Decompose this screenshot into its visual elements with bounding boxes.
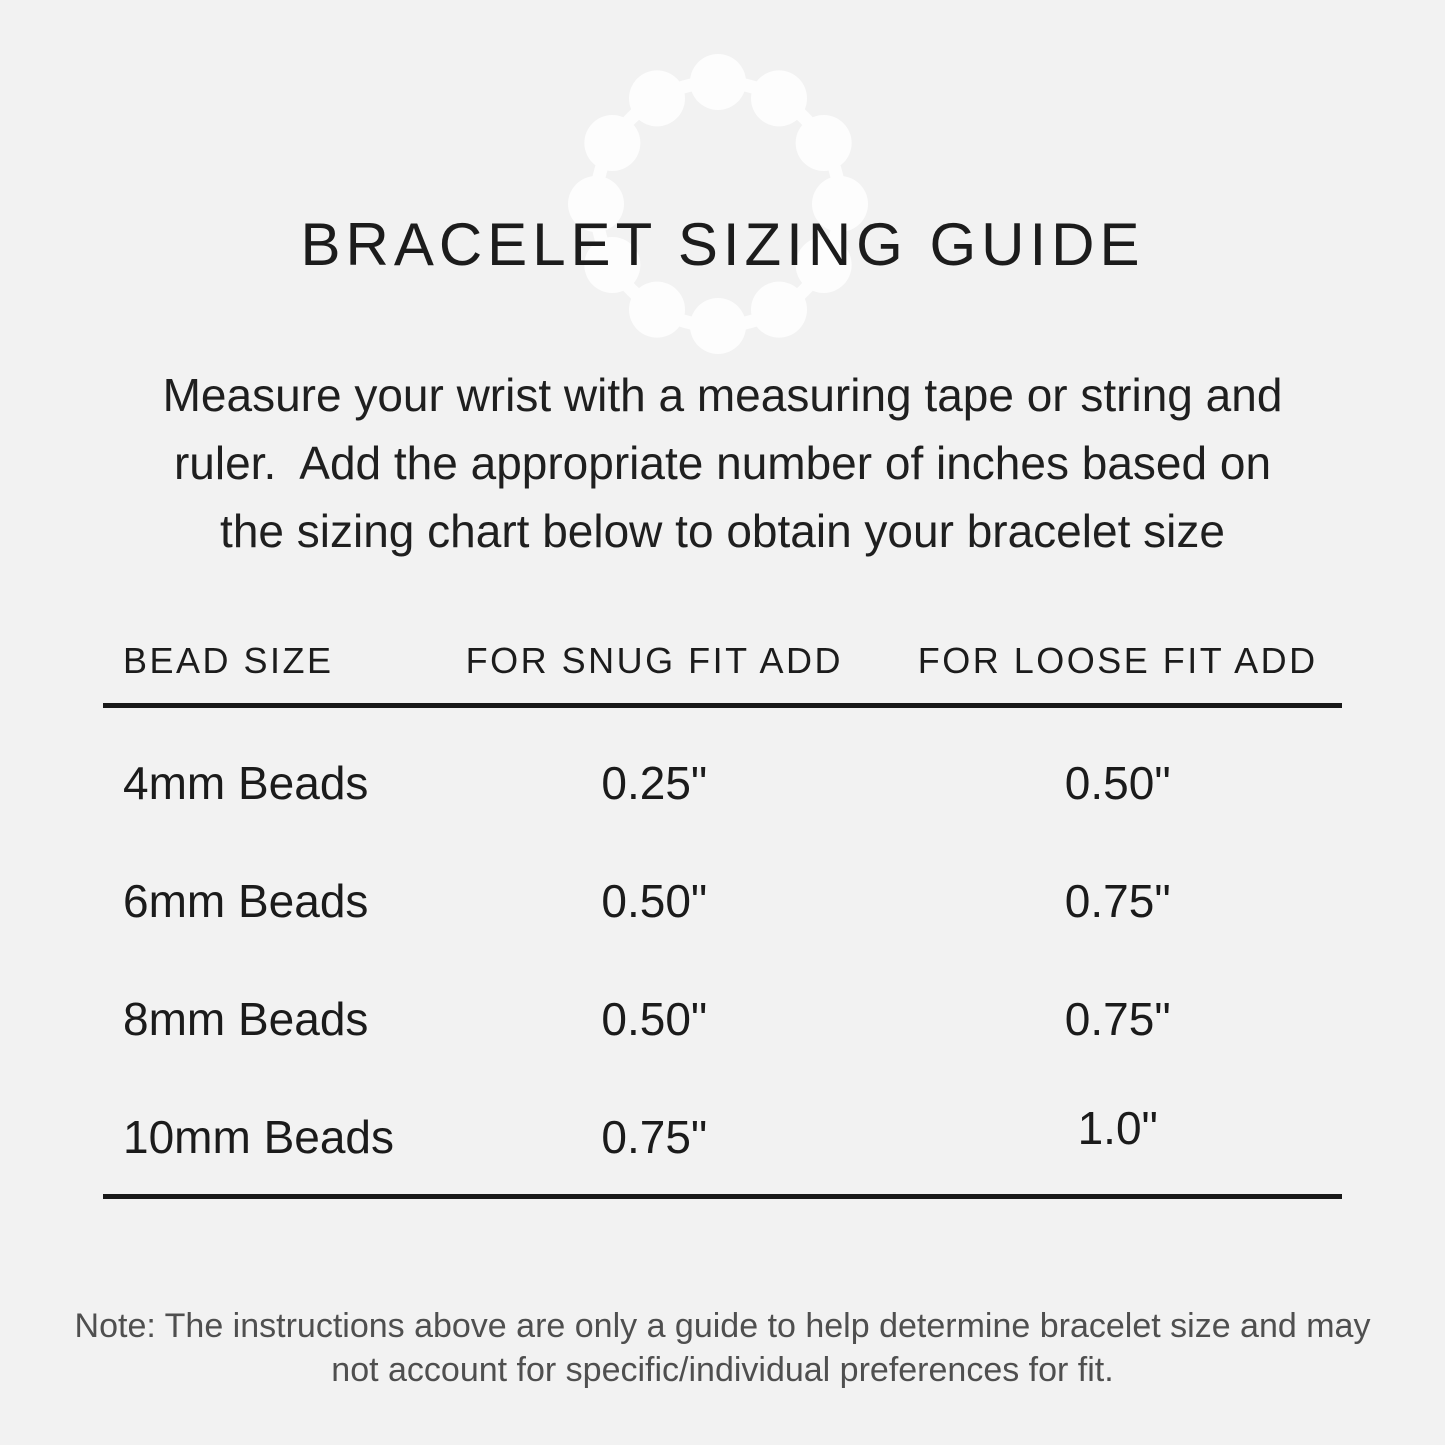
footer-note [0, 1304, 1445, 1392]
loose-fit-cell: 0.75" [1064, 875, 1171, 927]
bead-size-cell: 10mm Beads [123, 1111, 395, 1163]
column-header-bead-size: BEAD SIZE [123, 640, 334, 681]
footer-note-line-2: not account for specific/individual preferences for fit. [331, 1351, 1114, 1389]
loose-fit-cell: 0.75" [1064, 993, 1171, 1045]
bead-size-cell: 6mm Beads [123, 875, 369, 927]
table-bottom-rule [103, 1194, 1342, 1199]
footer-note-line-1: Note: The instructions above are only a guide to help determine bracelet size and may [74, 1307, 1371, 1345]
bead-size-cell: 4mm Beads [123, 757, 369, 809]
table-top-rule [103, 703, 1342, 708]
table-row [103, 724, 1342, 842]
sizing-table-header-row [103, 640, 1342, 682]
loose-fit-cell: 0.50" [1064, 757, 1171, 809]
sizing-table-body [103, 724, 1342, 1196]
snug-fit-cell: 0.75" [601, 1111, 708, 1163]
snug-fit-cell: 0.25" [601, 757, 708, 809]
loose-fit-cell: 1.0" [1077, 1102, 1158, 1154]
column-header-snug-fit: FOR SNUG FIT ADD [465, 640, 844, 681]
intro-line-1: Measure your wrist with a measuring tape or string and [162, 369, 1283, 421]
intro-line-3: the sizing chart below to obtain your bracelet size [220, 505, 1225, 557]
table-row [103, 1078, 1342, 1196]
snug-fit-cell: 0.50" [601, 875, 708, 927]
page-title: BRACELET SIZING GUIDE [300, 211, 1145, 279]
intro-line-2: ruler. Add the appropriate number of inches based on [173, 437, 1272, 489]
sizing-table [103, 0, 1342, 1445]
table-row [103, 842, 1342, 960]
table-row [103, 960, 1342, 1078]
column-header-loose-fit: FOR LOOSE FIT ADD [917, 640, 1318, 681]
bead-size-cell: 8mm Beads [123, 993, 369, 1045]
snug-fit-cell: 0.50" [601, 993, 708, 1045]
